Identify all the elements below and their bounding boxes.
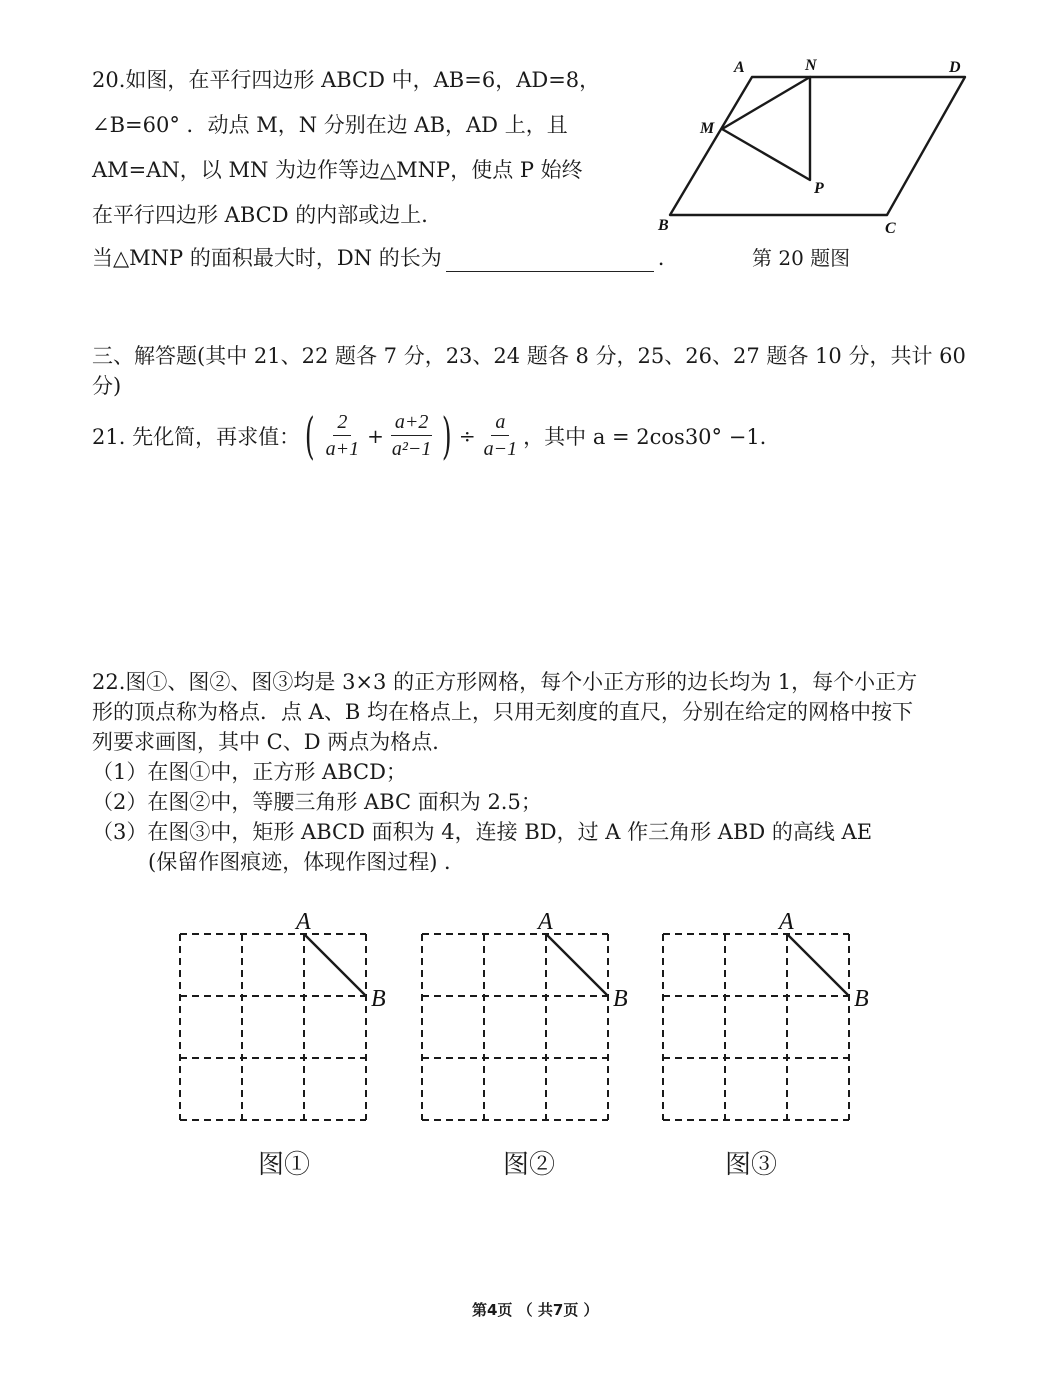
fraction-3 [480,410,522,461]
grid-2-caption: 图② [503,1150,556,1180]
label-m: M [700,120,715,137]
point-a-label: A [296,909,311,935]
fraction-2-den: a²−1 [391,438,432,460]
q22-line-3: 列要求画图，其中 C、D 两点为格点． [92,730,454,754]
q22-item-2: （2）在图②中，等腰三角形 ABC 面积为 2.5； [92,790,542,814]
grid-3-caption: 图③ [725,1150,778,1180]
fraction-2 [388,410,436,461]
q20-question-text: 当△MNP 的面积最大时，DN 的长为 [92,246,442,270]
section3-line-2: 分) [92,374,122,398]
triangle-mnp [722,77,810,180]
q22-line-1: 22.图①、图②、图③均是 3×3 的正方形网格，每个小正方形的边长均为 1，每个小正方 [92,670,918,694]
q20-figure-caption: 第 20 题图 [752,246,851,270]
fraction-3-num: a [491,410,509,436]
left-paren: ( [304,406,315,465]
divide-sign: ÷ [458,423,476,448]
fraction-1 [322,410,364,461]
q20-line-2: ∠B=60° ．动点 M，N 分别在边 AB，AD 上，且 [92,113,568,137]
label-b: B [658,217,669,234]
page-footer: 第4页 （ 共7页 ） [472,1301,599,1319]
fraction-3-den: a−1 [483,438,518,460]
fraction-1-den: a+1 [325,438,360,460]
point-a-label: A [538,909,553,935]
segment-ab [304,934,366,996]
point-a-label: A [779,909,794,935]
q22-item-3-note: (保留作图痕迹，体现作图过程) ． [148,850,466,874]
q22-item-3: （3）在图③中，矩形 ABCD 面积为 4，连接 BD，过 A 作三角形 ABD 的高线 AE [92,820,873,844]
q21-prefix: 21. 先化简，再求值： [92,424,301,449]
q20-line-5 [92,242,664,272]
q21-suffix: ，其中 a = 2cos30° −1. [523,424,767,449]
answer-blank[interactable] [446,251,654,272]
q20-line-4: 在平行四边形 ABCD 的内部或边上． [92,203,443,227]
fraction-2-num: a+2 [391,410,433,436]
section3-line-1: 三、解答题(其中 21、22 题各 7 分，23、24 题各 8 分，25、26、27 题各 10 分，共计 60 [92,344,966,368]
fraction-1-num: 2 [333,410,351,436]
q21-expression [92,406,767,465]
label-a: A [734,59,745,76]
q20-line-1: 20.如图，在平行四边形 ABCD 中，AB=6，AD=8， [92,68,601,92]
label-d: D [949,59,961,76]
plus-sign: + [367,423,384,448]
grid-1-caption: 图① [258,1150,311,1180]
label-n: N [805,57,817,74]
label-c: C [885,220,896,237]
right-paren: ) [442,406,452,465]
q22-line-2: 形的顶点称为格点．点 A、B 均在格点上，只用无刻度的直尺，分别在给定的网格中按下 [92,700,913,724]
q22-grids [160,900,880,1140]
q22-item-1: （1）在图①中，正方形 ABCD； [92,760,407,784]
q20-end: . [657,246,665,270]
point-b-label: B [371,986,386,1012]
label-p: P [814,180,824,197]
q20-line-3: AM=AN，以 MN 为边作等边△MNP，使点 P 始终 [92,158,583,182]
point-b-label: B [613,986,628,1012]
segment-ab [546,934,608,996]
point-b-label: B [854,986,869,1012]
q20-figure [650,50,990,250]
segment-ab [787,934,849,996]
